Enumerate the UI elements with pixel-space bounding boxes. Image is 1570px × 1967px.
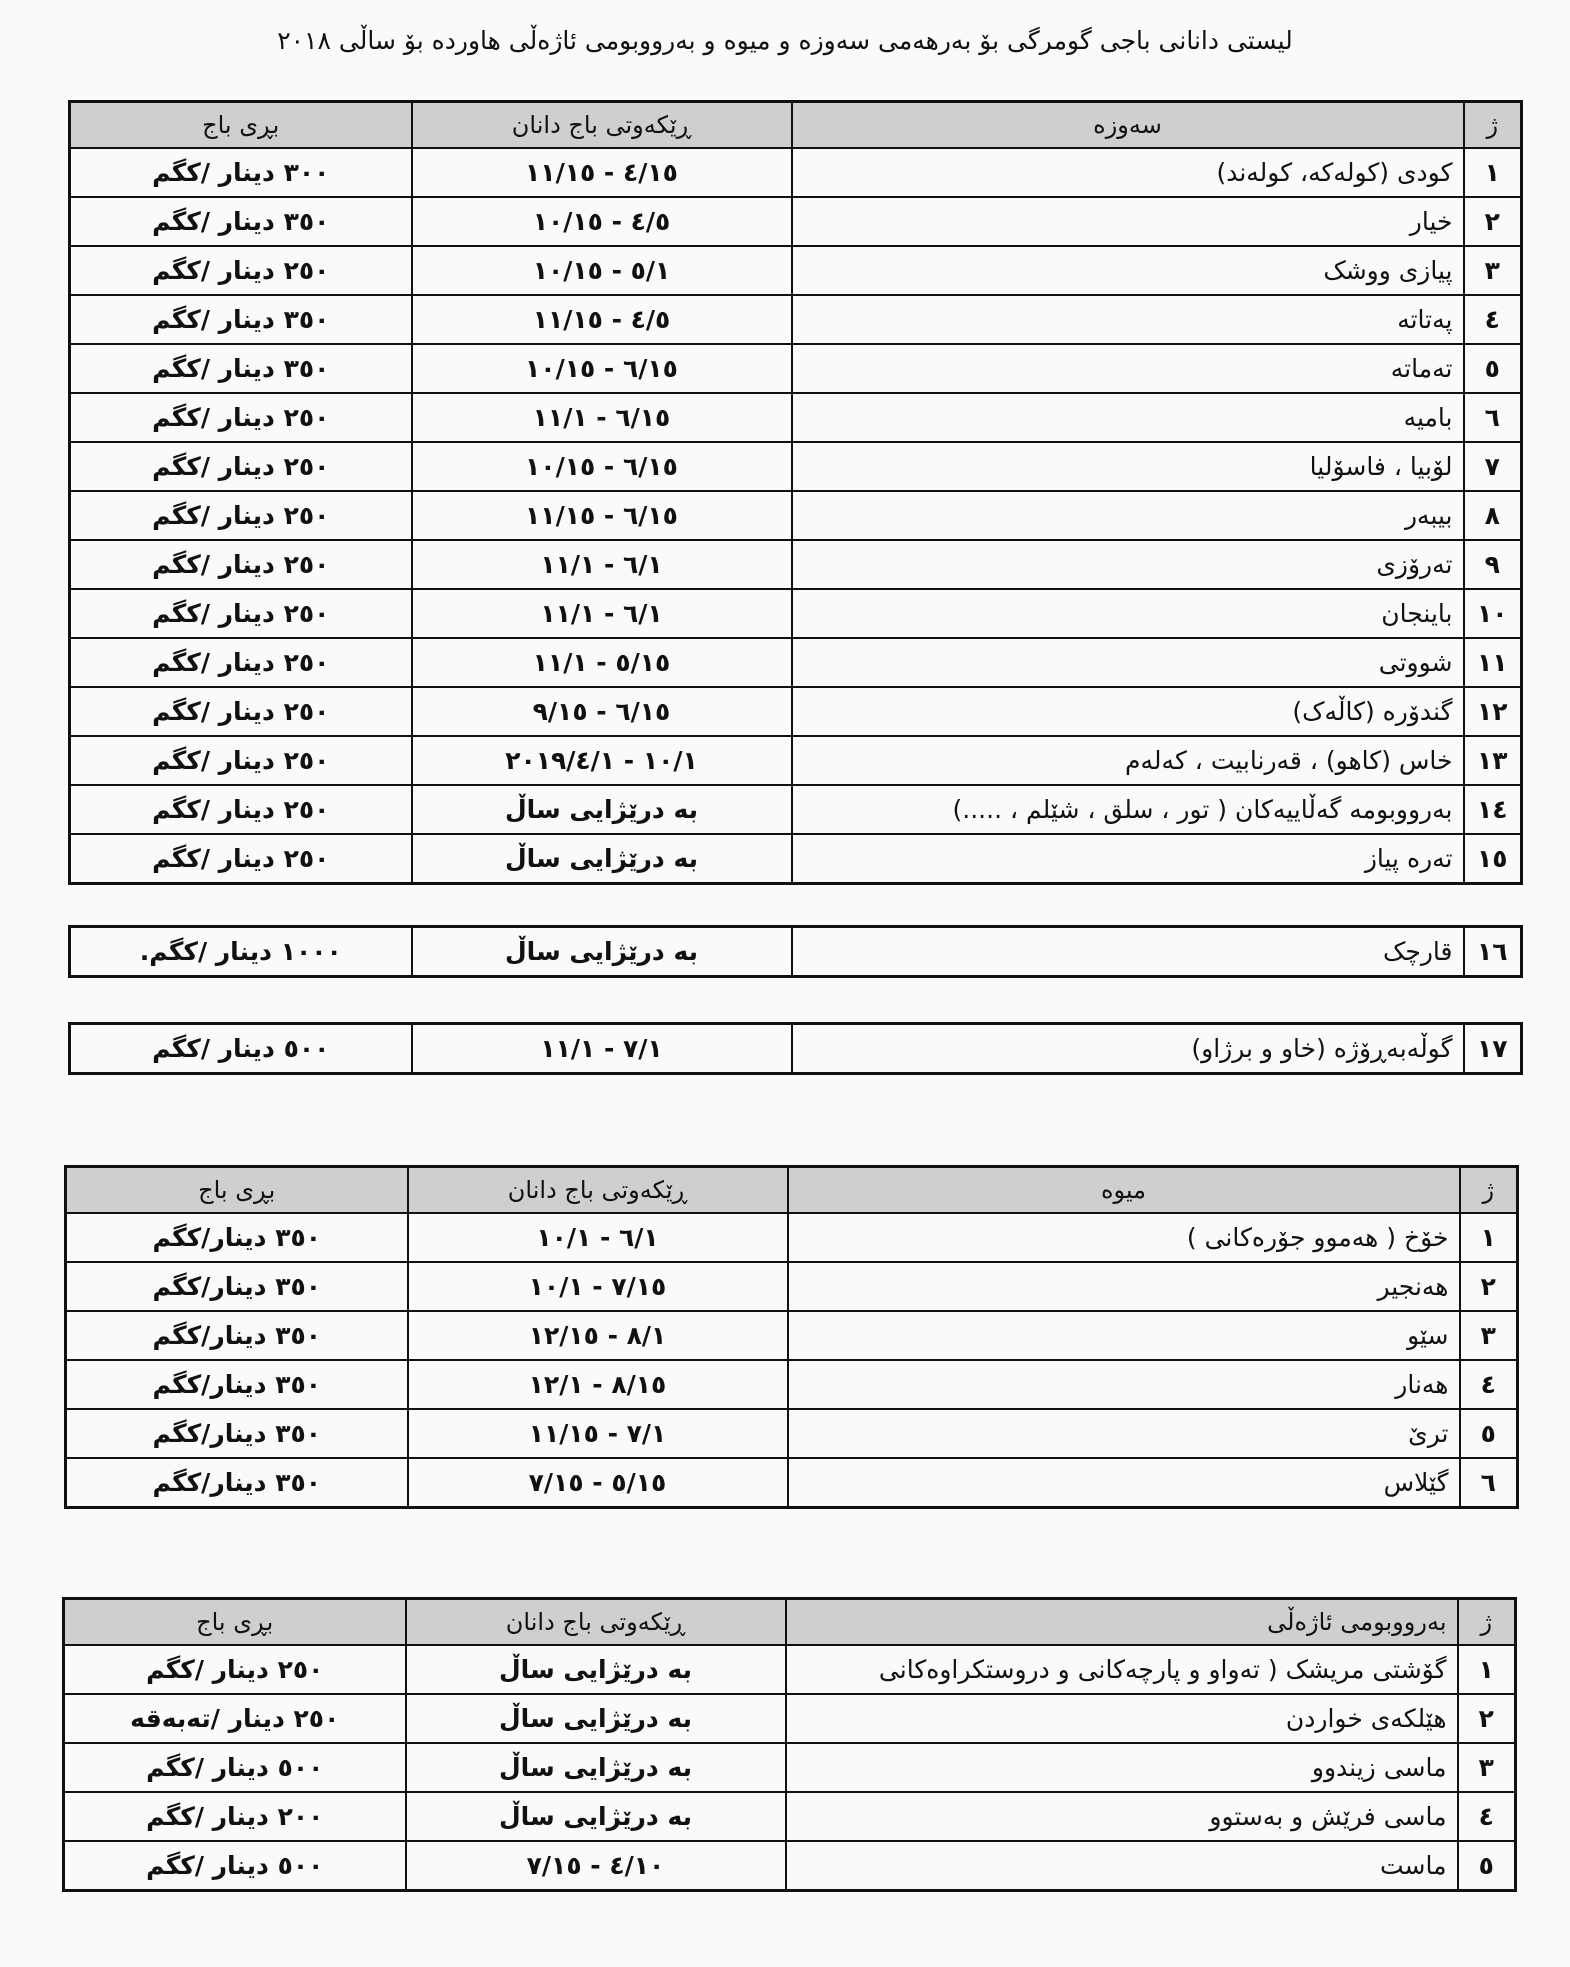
row-tax: ٣٥٠ دینار /کگم bbox=[70, 197, 412, 246]
row-tax: ٢٥٠ دینار /کگم bbox=[70, 491, 412, 540]
row-period: ٦/١ - ١١/١ bbox=[412, 540, 792, 589]
table-row bbox=[70, 736, 1522, 785]
row-number: ٥ bbox=[1460, 1409, 1518, 1458]
table-header-row bbox=[66, 1167, 1518, 1214]
table-row bbox=[70, 687, 1522, 736]
row-number: ١١ bbox=[1464, 638, 1522, 687]
row-item: گوڵەبەڕۆژە (خاو و برژاو) bbox=[792, 1024, 1464, 1074]
row-period: ٨/١ - ١٢/١٥ bbox=[408, 1311, 788, 1360]
table-row bbox=[70, 785, 1522, 834]
row-item: گۆشتی مریشک ( تەواو و پارچەکانی و دروستکراوەکانی bbox=[786, 1645, 1458, 1694]
row-tax: ٢٥٠ دینار /کگم bbox=[70, 687, 412, 736]
row-number: ١٥ bbox=[1464, 834, 1522, 884]
table-row bbox=[64, 1694, 1516, 1743]
row-number: ٣ bbox=[1464, 246, 1522, 295]
row-number: ١ bbox=[1458, 1645, 1516, 1694]
row-period: ٥/١ - ١٠/١٥ bbox=[412, 246, 792, 295]
row-tax: ٢٥٠ دینار /کگم bbox=[70, 736, 412, 785]
row-tax: ٢٥٠ دینار /کگم bbox=[64, 1645, 406, 1694]
row-number: ٥ bbox=[1464, 344, 1522, 393]
row-item: تەرۆزی bbox=[792, 540, 1464, 589]
row-tax: ٢٥٠ دینار /کگم bbox=[70, 834, 412, 884]
table-row bbox=[64, 1841, 1516, 1891]
header-no: ژ bbox=[1464, 102, 1522, 149]
row-tax: ٢٥٠ دینار /کگم bbox=[70, 785, 412, 834]
row-number: ٦ bbox=[1460, 1458, 1518, 1508]
table-row bbox=[64, 1743, 1516, 1792]
table-row bbox=[70, 638, 1522, 687]
row-tax: ٢٠٠ دینار /کگم bbox=[64, 1792, 406, 1841]
row-period: ٦/١٥ - ١١/١ bbox=[412, 393, 792, 442]
table-row bbox=[70, 148, 1522, 197]
table-row bbox=[64, 1645, 1516, 1694]
row-period: بە درێژایی ساڵ bbox=[412, 785, 792, 834]
row-item: هێلکەی خواردن bbox=[786, 1694, 1458, 1743]
row-period: بە درێژایی ساڵ bbox=[406, 1792, 786, 1841]
row-item: هەنجیر bbox=[788, 1262, 1460, 1311]
row-item: خاس (کاهو) ، قەرنابیت ، کەلەم bbox=[792, 736, 1464, 785]
row-item: ماسی فرێش و بەستوو bbox=[786, 1792, 1458, 1841]
table-row bbox=[70, 491, 1522, 540]
row-tax: ٥٠٠ دینار /کگم bbox=[64, 1841, 406, 1891]
page-title: لیستی دانانی باجی گومرگی بۆ بەرهەمی سەوزە و میوە و بەرووبومی ئاژەڵی هاوردە بۆ ساڵی ٢٠١٨ bbox=[277, 26, 1293, 55]
row-period: ٦/١٥ - ١٠/١٥ bbox=[412, 442, 792, 491]
header-period: ڕێکەوتی باج دانان bbox=[408, 1167, 788, 1214]
row-number: ٤ bbox=[1458, 1792, 1516, 1841]
row-item: پیازی ووشک bbox=[792, 246, 1464, 295]
row-period: ٤/١٥ - ١١/١٥ bbox=[412, 148, 792, 197]
row-item: تەماتە bbox=[792, 344, 1464, 393]
row-item: هەنار bbox=[788, 1360, 1460, 1409]
row-item: خۆخ ( هەموو جۆرەکانی ) bbox=[788, 1213, 1460, 1262]
row-number: ٢ bbox=[1464, 197, 1522, 246]
row-number: ٤ bbox=[1460, 1360, 1518, 1409]
table-row bbox=[66, 1360, 1518, 1409]
row-number: ١٧ bbox=[1464, 1024, 1522, 1074]
row-tax: ١٠٠٠ دینار /کگم. bbox=[70, 927, 412, 977]
table-row bbox=[66, 1213, 1518, 1262]
row-period: بە درێژایی ساڵ bbox=[412, 927, 792, 977]
row-item: ماست bbox=[786, 1841, 1458, 1891]
row-period: بە درێژایی ساڵ bbox=[406, 1645, 786, 1694]
header-no: ژ bbox=[1458, 1599, 1516, 1646]
table-header-row bbox=[70, 102, 1522, 149]
row-number: ١ bbox=[1464, 148, 1522, 197]
row-number: ٦ bbox=[1464, 393, 1522, 442]
header-tax: بڕی باج bbox=[66, 1167, 408, 1214]
row-item: گندۆرە (کاڵەک) bbox=[792, 687, 1464, 736]
table-row bbox=[70, 834, 1522, 884]
row-number: ٣ bbox=[1458, 1743, 1516, 1792]
row-period: ٧/١٥ - ١٠/١ bbox=[408, 1262, 788, 1311]
row-number: ١٦ bbox=[1464, 927, 1522, 977]
header-item: بەرووبومی ئاژەڵی bbox=[786, 1599, 1458, 1646]
row-period: ١٠/١ - ٢٠١٩/٤/١ bbox=[412, 736, 792, 785]
header-tax: بڕی باج bbox=[70, 102, 412, 149]
row-period: ٥/١٥ - ٧/١٥ bbox=[408, 1458, 788, 1508]
row-item: شووتی bbox=[792, 638, 1464, 687]
table-row bbox=[70, 1024, 1522, 1074]
row-period: ٤/٥ - ١٠/١٥ bbox=[412, 197, 792, 246]
table-row bbox=[70, 393, 1522, 442]
header-period: ڕێکەوتی باج دانان bbox=[406, 1599, 786, 1646]
row-item: قارچک bbox=[792, 927, 1464, 977]
table-header-row bbox=[64, 1599, 1516, 1646]
header-tax: بڕی باج bbox=[64, 1599, 406, 1646]
table-row bbox=[70, 589, 1522, 638]
header-period: ڕێکەوتی باج دانان bbox=[412, 102, 792, 149]
row-period: ٦/١٥ - ١١/١٥ bbox=[412, 491, 792, 540]
row-period: ٦/١٥ - ١٠/١٥ bbox=[412, 344, 792, 393]
row-tax: ٢٥٠ دینار /کگم bbox=[70, 638, 412, 687]
mushroom-table bbox=[68, 925, 1523, 978]
row-period: ٧/١ - ١١/١ bbox=[412, 1024, 792, 1074]
row-tax: ٣٥٠ دینار/کگم bbox=[66, 1360, 408, 1409]
row-tax: ٢٥٠ دینار /کگم bbox=[70, 540, 412, 589]
row-item: لۆبیا ، فاسۆلیا bbox=[792, 442, 1464, 491]
vegetables-table bbox=[68, 100, 1523, 885]
row-number: ٩ bbox=[1464, 540, 1522, 589]
row-number: ١٢ bbox=[1464, 687, 1522, 736]
table-row bbox=[66, 1458, 1518, 1508]
header-item: سەوزە bbox=[792, 102, 1464, 149]
row-number: ٢ bbox=[1458, 1694, 1516, 1743]
row-tax: ٥٠٠ دینار /کگم bbox=[64, 1743, 406, 1792]
row-tax: ٣٥٠ دینار/کگم bbox=[66, 1311, 408, 1360]
row-number: ٧ bbox=[1464, 442, 1522, 491]
table-row bbox=[70, 927, 1522, 977]
row-item: باینجان bbox=[792, 589, 1464, 638]
row-item: گێلاس bbox=[788, 1458, 1460, 1508]
table-row bbox=[66, 1409, 1518, 1458]
row-tax: ٢٥٠ دینار /کگم bbox=[70, 589, 412, 638]
row-number: ١٠ bbox=[1464, 589, 1522, 638]
row-tax: ٢٥٠ دینار /تەبەقە bbox=[64, 1694, 406, 1743]
fruits-table bbox=[64, 1165, 1519, 1509]
row-item: ترێ bbox=[788, 1409, 1460, 1458]
row-number: ٣ bbox=[1460, 1311, 1518, 1360]
table-row bbox=[70, 344, 1522, 393]
row-number: ٤ bbox=[1464, 295, 1522, 344]
table-row bbox=[64, 1792, 1516, 1841]
row-tax: ٢٥٠ دینار /کگم bbox=[70, 442, 412, 491]
table-row bbox=[70, 295, 1522, 344]
row-number: ١ bbox=[1460, 1213, 1518, 1262]
table-row bbox=[70, 540, 1522, 589]
row-tax: ٣٥٠ دینار /کگم bbox=[70, 295, 412, 344]
table-row bbox=[70, 442, 1522, 491]
row-period: ٦/١ - ١١/١ bbox=[412, 589, 792, 638]
row-tax: ٣٥٠ دینار/کگم bbox=[66, 1262, 408, 1311]
row-period: بە درێژایی ساڵ bbox=[412, 834, 792, 884]
row-item: خیار bbox=[792, 197, 1464, 246]
animal-products-table bbox=[62, 1597, 1517, 1892]
row-period: ٤/٥ - ١١/١٥ bbox=[412, 295, 792, 344]
row-number: ١٣ bbox=[1464, 736, 1522, 785]
row-number: ١٤ bbox=[1464, 785, 1522, 834]
row-tax: ٥٠٠ دینار /کگم bbox=[70, 1024, 412, 1074]
table-row bbox=[70, 246, 1522, 295]
header-item: میوە bbox=[788, 1167, 1460, 1214]
row-item: پەتاتە bbox=[792, 295, 1464, 344]
row-number: ٢ bbox=[1460, 1262, 1518, 1311]
row-tax: ٣٥٠ دینار/کگم bbox=[66, 1458, 408, 1508]
table-row bbox=[66, 1262, 1518, 1311]
row-period: ٤/١٠ - ٧/١٥ bbox=[406, 1841, 786, 1891]
row-number: ٥ bbox=[1458, 1841, 1516, 1891]
row-tax: ٣٥٠ دینار/کگم bbox=[66, 1213, 408, 1262]
row-number: ٨ bbox=[1464, 491, 1522, 540]
sunflower-table bbox=[68, 1022, 1523, 1075]
table-row bbox=[66, 1311, 1518, 1360]
row-period: ٦/١ - ١٠/١ bbox=[408, 1213, 788, 1262]
row-item: تەرە پیاز bbox=[792, 834, 1464, 884]
row-period: بە درێژایی ساڵ bbox=[406, 1743, 786, 1792]
row-item: بامیە bbox=[792, 393, 1464, 442]
header-no: ژ bbox=[1460, 1167, 1518, 1214]
row-tax: ٢٥٠ دینار /کگم bbox=[70, 246, 412, 295]
table-row bbox=[70, 197, 1522, 246]
row-item: سێو bbox=[788, 1311, 1460, 1360]
row-item: بیبەر bbox=[792, 491, 1464, 540]
row-item: کودی (کولەکە، کولەند) bbox=[792, 148, 1464, 197]
row-period: ٦/١٥ - ٩/١٥ bbox=[412, 687, 792, 736]
row-tax: ٢٥٠ دینار /کگم bbox=[70, 393, 412, 442]
row-period: بە درێژایی ساڵ bbox=[406, 1694, 786, 1743]
row-period: ٧/١ - ١١/١٥ bbox=[408, 1409, 788, 1458]
row-item: بەرووبومە گەڵاییەکان ( تور ، سلق ، شێلم ، .....) bbox=[792, 785, 1464, 834]
row-period: ٥/١٥ - ١١/١ bbox=[412, 638, 792, 687]
row-item: ماسی زیندوو bbox=[786, 1743, 1458, 1792]
row-tax: ٣٥٠ دینار /کگم bbox=[70, 344, 412, 393]
row-tax: ٣٠٠ دینار /کگم bbox=[70, 148, 412, 197]
row-tax: ٣٥٠ دینار/کگم bbox=[66, 1409, 408, 1458]
row-period: ٨/١٥ - ١٢/١ bbox=[408, 1360, 788, 1409]
